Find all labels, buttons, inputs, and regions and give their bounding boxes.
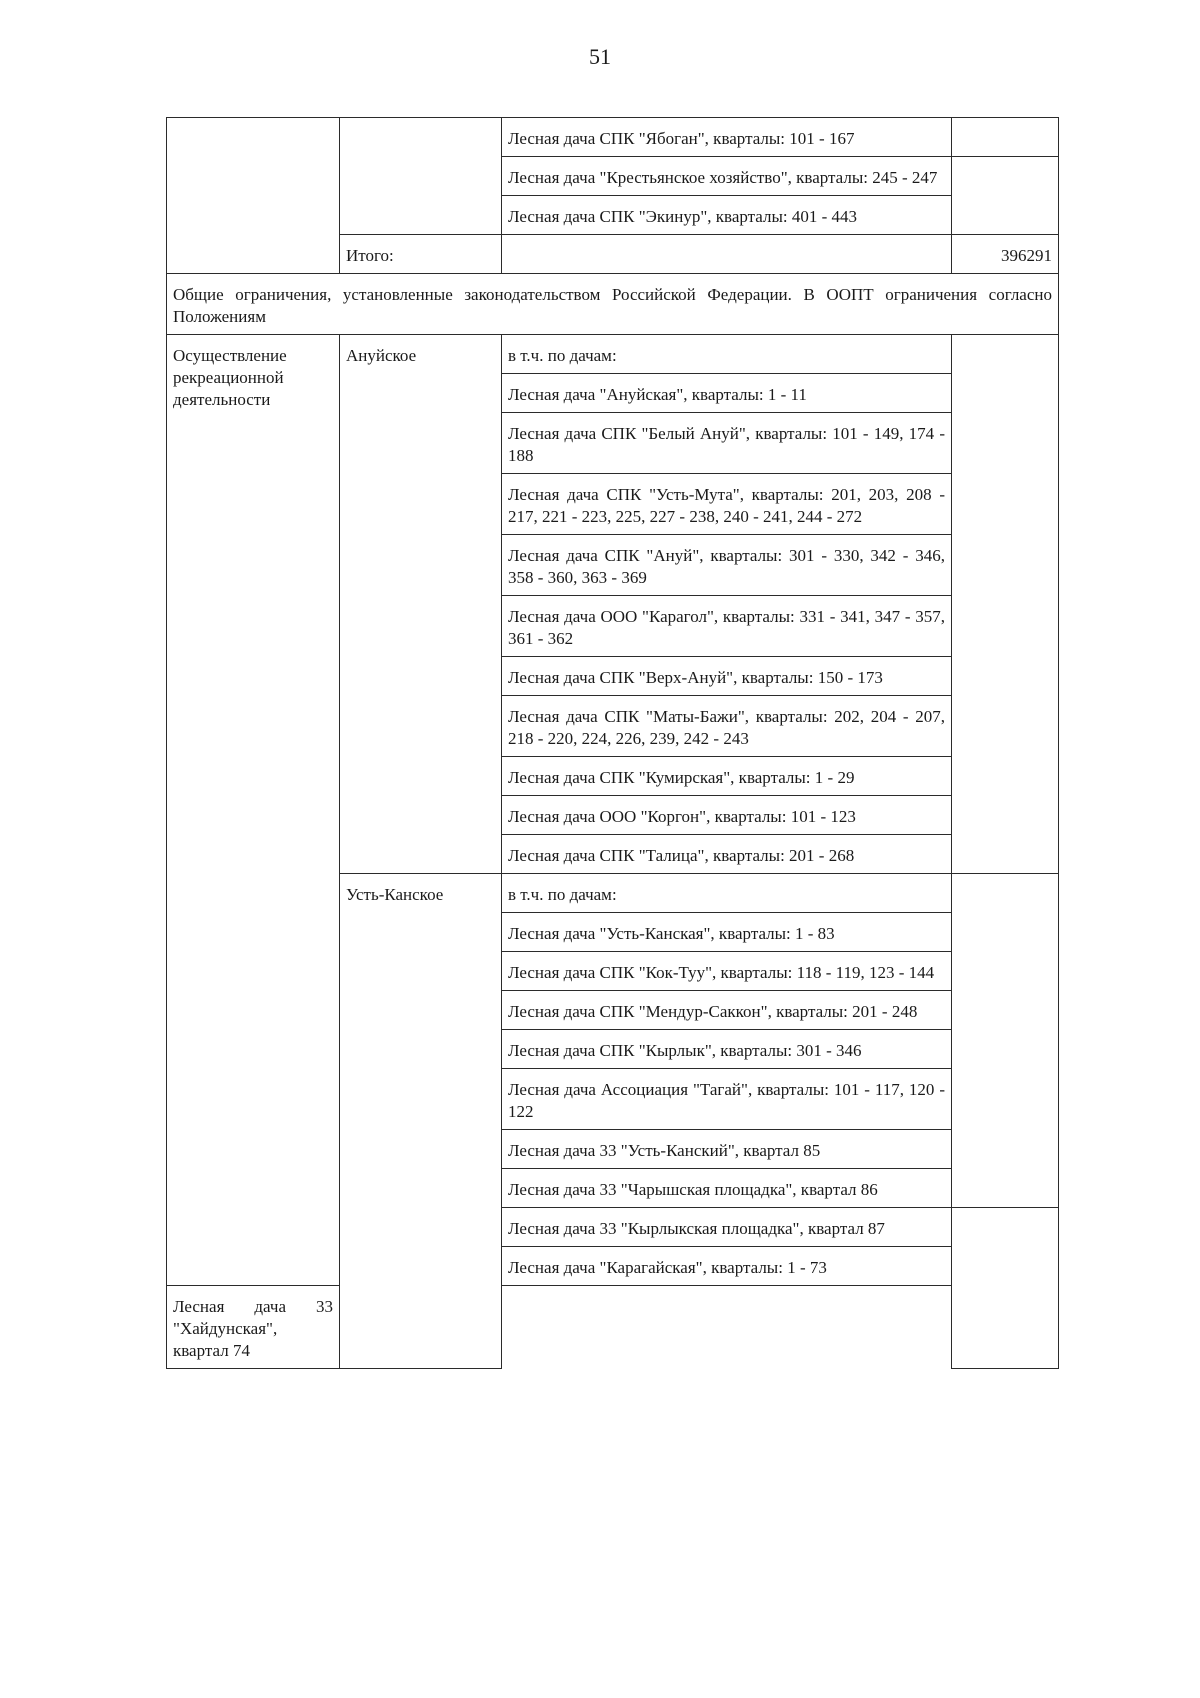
empty-cell [952,118,1059,157]
forest-item: Лесная дача 33 "Кырлыкская площадка", квартал 87 [502,1208,952,1247]
group-header: в т.ч. по дачам: [502,874,952,913]
table-row [167,1286,1059,1369]
forest-item: Лесная дача "Крестьянское хозяйство", кварталы: 245 - 247 [502,157,952,196]
forest-item: Лесная дача 33 "Чарышская площадка", квартал 86 [502,1169,952,1208]
empty-cell [952,157,1059,235]
group-name-ust-kanskoe: Усть-Канское [340,874,502,1369]
empty-cell [340,118,502,235]
forest-table [166,117,1059,1369]
restrictions-note: Общие ограничения, установленные законодательством Российской Федерации. В ООПТ ограничения согласно Положениям [167,274,1059,335]
forest-item: Лесная дача СПК "Мендур-Саккон", кварталы: 201 - 248 [502,991,952,1030]
empty-cell [502,235,952,274]
empty-cell [167,118,340,274]
page-number: 51 [589,44,611,69]
forest-item: Лесная дача СПК "Ануй", кварталы: 301 - 330, 342 - 346, 358 - 360, 363 - 369 [502,535,952,596]
empty-cell [952,874,1059,1208]
forest-item: Лесная дача 33 "Усть-Канский", квартал 85 [502,1130,952,1169]
forest-item: Лесная дача СПК "Ябоган", кварталы: 101 - 167 [502,118,952,157]
group-name-anuyskoe: Ануйское [340,335,502,874]
group-header: в т.ч. по дачам: [502,335,952,374]
table-row [167,335,1059,374]
forest-item: Лесная дача СПК "Кок-Туу", кварталы: 118 - 119, 123 - 144 [502,952,952,991]
forest-item: Лесная дача "Карагайская", кварталы: 1 - 73 [502,1247,952,1286]
forest-item: Лесная дача ООО "Карагол", кварталы: 331 - 341, 347 - 357, 361 - 362 [502,596,952,657]
total-label: Итого: [340,235,502,274]
forest-item: Лесная дача 33 "Хайдунская", квартал 74 [167,1286,340,1369]
forest-item: Лесная дача СПК "Талица", кварталы: 201 - 268 [502,835,952,874]
forest-item: Лесная дача СПК "Экинур", кварталы: 401 - 443 [502,196,952,235]
forest-item: Лесная дача "Ануйская", кварталы: 1 - 11 [502,374,952,413]
forest-item: Лесная дача СПК "Маты-Бажи", кварталы: 202, 204 - 207, 218 - 220, 224, 226, 239, 242 - 243 [502,696,952,757]
empty-cell [952,1208,1059,1369]
forest-item: Лесная дача СПК "Белый Ануй", кварталы: 101 - 149, 174 - 188 [502,413,952,474]
forest-item: Лесная дача СПК "Кумирская", кварталы: 1 - 29 [502,757,952,796]
forest-item: Лесная дача Ассоциация "Тагай", кварталы: 101 - 117, 120 - 122 [502,1069,952,1130]
restrictions-row [167,274,1059,335]
table-row [167,118,1059,157]
forest-item: Лесная дача ООО "Коргон", кварталы: 101 - 123 [502,796,952,835]
forest-item: Лесная дача "Усть-Канская", кварталы: 1 - 83 [502,913,952,952]
forest-item: Лесная дача СПК "Верх-Ануй", кварталы: 150 - 173 [502,657,952,696]
forest-item: Лесная дача СПК "Кырлык", кварталы: 301 - 346 [502,1030,952,1069]
activity-cell: Осуществление рекреационной деятельности [167,335,340,1286]
empty-cell [952,335,1059,874]
total-value: 396291 [952,235,1059,274]
forest-item: Лесная дача СПК "Усть-Мута", кварталы: 201, 203, 208 - 217, 221 - 223, 225, 227 - 238, 240 - 241, 244 - 272 [502,474,952,535]
